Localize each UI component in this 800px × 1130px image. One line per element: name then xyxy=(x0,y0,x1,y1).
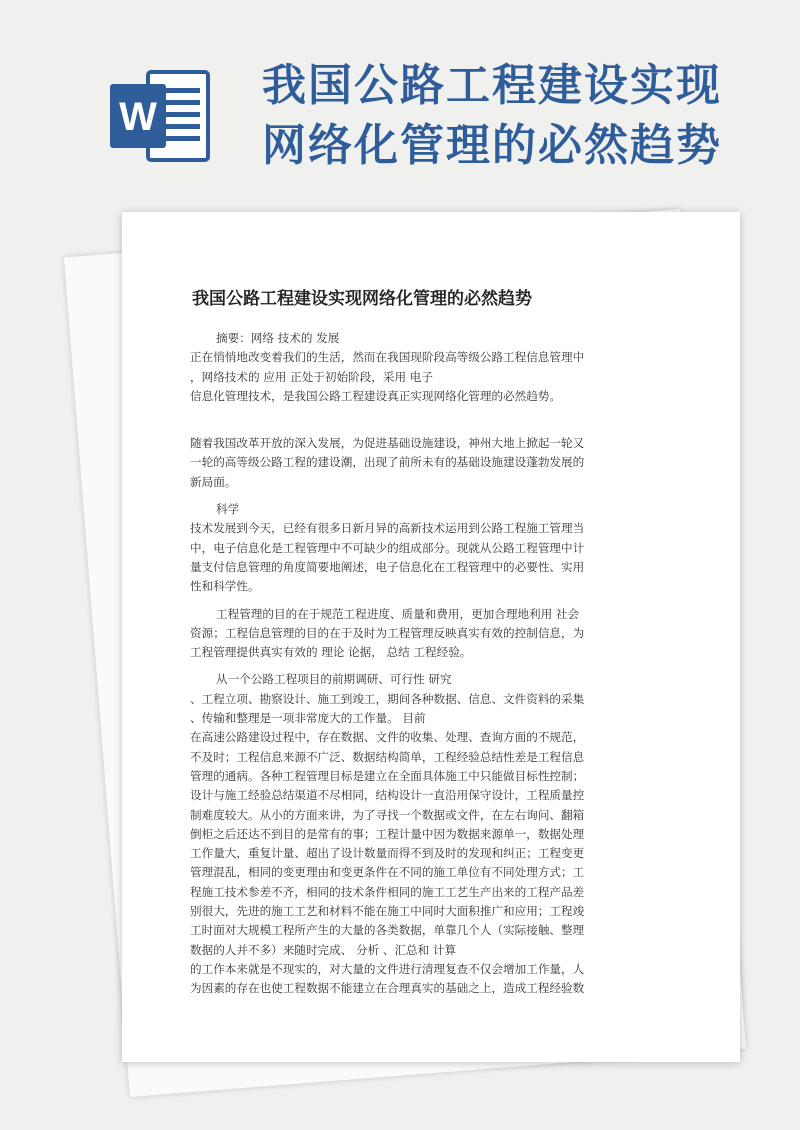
text-line: 在高速公路建设过程中，存在数据、文件的收集、处理、查询方面的不规范， xyxy=(190,730,585,745)
text-line: 从一个公路工程项目的前期调研、可行性 研究 xyxy=(216,672,452,687)
text-line: 工程管理的目的在于规范工程进度、质量和费用，更加合理地利用 社会 xyxy=(216,606,580,621)
text-line: 管理的通病。各种工程管理目标是建立在全面具体施工中只能做目标性控制； xyxy=(190,768,585,783)
document-page xyxy=(122,212,740,1062)
text-line: 的工作本来就是不现实的，对大量的文件进行清理复查不仅会增加工作量，人 xyxy=(190,961,585,976)
text-line: 为因素的存在也使工程数据不能建立在合理真实的基础之上，造成工程经验数 xyxy=(190,981,585,996)
document-body xyxy=(190,329,630,999)
text-line: 资源；工程信息管理的目的在于及时为工程管理反映真实有效的控制信息，为 xyxy=(190,625,585,640)
text-line: 设计与施工经验总结渠道不尽相同，结构设计一直沿用保守设计，工程质量控 xyxy=(190,788,585,803)
text-line: 程施工技术参差不齐，相同的技术条件相同的施工工艺生产出来的工程产品差 xyxy=(190,884,585,899)
text-line: 随着我国改革开放的深入发展，为促进基础设施建设，神州大地上掀起一轮又 xyxy=(190,436,585,451)
title-line-1: 我国公路工程建设实现 xyxy=(262,60,722,111)
text-line: ，网络技术的 应用 正处于初始阶段，采用 电子 xyxy=(190,369,433,384)
text-line: 别很大，先进的施工工艺和材料不能在施工中同时大面积推广和应用；工程竣 xyxy=(190,904,585,919)
text-line: 科学 xyxy=(216,502,240,517)
text-line: 一轮的高等级公路工程的建设潮，出现了前所未有的基础设施建设蓬勃发展的 xyxy=(190,455,585,470)
word-document-icon xyxy=(108,66,212,166)
text-line: 制难度较大。从小的方面来讲，为了寻找一个数据或文件，在左右询问、翻箱 xyxy=(190,807,585,822)
text-line: 工作量大，重复计量、超出了设计数量而得不到及时的发现和纠正；工程变更 xyxy=(190,846,585,861)
text-line: 数据的人并不多）来随时完成、 分析 、汇总和 计算 xyxy=(190,942,457,957)
title-line-2: 网络化管理的必然趋势 xyxy=(262,120,722,171)
text-line: 工时面对大规模工程所产生的大量的各类数据，单靠几个人（实际接触、整理 xyxy=(190,923,585,938)
text-line: 工程管理提供真实有效的 理论 论据， 总结 工程经验。 xyxy=(190,645,472,660)
document-title: 我国公路工程建设实现网络化管理的必然趋势 xyxy=(192,289,532,309)
text-line: 倒柜之后还达不到目的是常有的事；工程计量中因为数据来源单一，数据处理 xyxy=(190,826,585,841)
text-line: 正在悄悄地改变着我们的生活，然而在我国现阶段高等级公路工程信息管理中 xyxy=(190,350,585,365)
text-line: 不及时；工程信息来源不广泛、数据结构简单，工程经验总结性差是工程信息 xyxy=(190,749,585,764)
text-line: 、传输和整理是一项非常庞大的工作量。 目前 xyxy=(190,711,426,726)
text-line: 摘要：网络 技术的 发展 xyxy=(216,331,340,345)
word-icon-letter: W xyxy=(119,95,157,139)
text-line: 管理混乱，相同的变更理由和变更条件在不同的施工单位有不同处理方式；工 xyxy=(190,865,585,880)
text-line: 、工程立项、勘察设计、施工到竣工，期间各种数据、信息、文件资料的采集 xyxy=(190,691,585,706)
text-line: 量支付信息管理的角度简要地阐述，电子信息化在工程管理中的必要性、实用 xyxy=(190,559,585,574)
text-line: 中，电子信息化是工程管理中不可缺少的组成部分。现就从公路工程管理中计 xyxy=(190,540,585,555)
text-line: 技术发展到今天，已经有很多日新月异的高新技术运用到公路工程施工管理当 xyxy=(190,521,585,536)
text-line: 性和科学性。 xyxy=(190,579,260,594)
text-line: 信息化管理技术，是我国公路工程建设真正实现网络化管理的必然趋势。 xyxy=(190,388,562,403)
page-title xyxy=(262,56,782,176)
text-line: 新局面。 xyxy=(190,474,237,489)
